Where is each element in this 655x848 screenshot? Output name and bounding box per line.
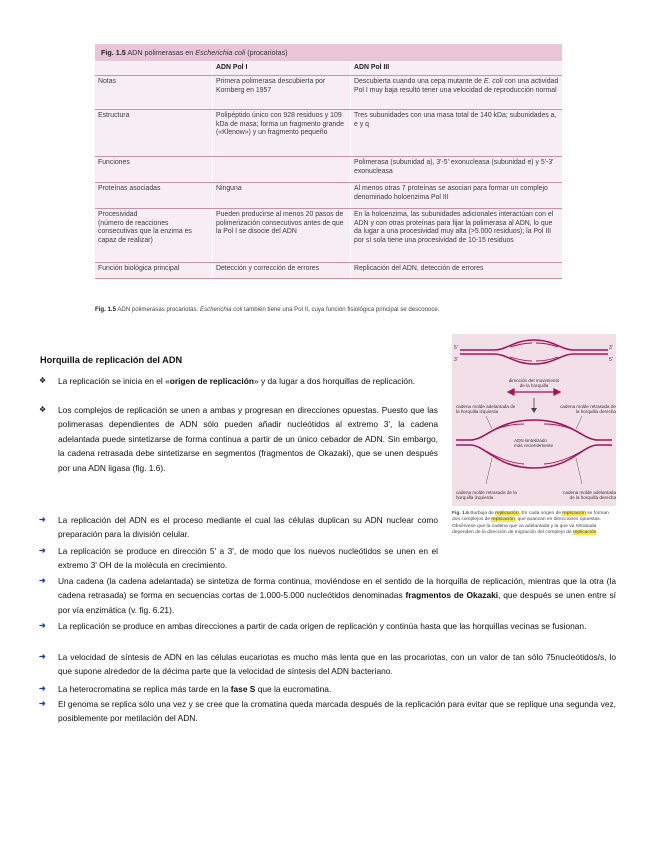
caption-text: , que avanzan en direcciones opuestas. Obsérvese que la cadena que va adelantada y la que va retrasada dependen de la dirección de migración del complejo de (452, 517, 602, 535)
caption-highlight: replicación (491, 517, 515, 523)
replication-bubble-diagram (452, 334, 616, 506)
table-cell: Descubierta cuando una cepa mutante de E. coli con una actividad Pol I muy baja resultó tener una velocidad de reproducción normal (351, 76, 563, 110)
end-label: 3' (454, 357, 458, 363)
arrow-bullet-icon: ➜ (39, 684, 46, 693)
leader-line (576, 458, 582, 484)
top-strand-upper (460, 340, 608, 350)
table-title-suffix: (procariotas) (245, 48, 288, 57)
table-row (95, 209, 562, 263)
table-row (95, 263, 562, 279)
list-item-text: » y da lugar a dos horquillas de replicación. (253, 376, 416, 386)
table-footnote-italic: Escherichia coli (200, 306, 243, 313)
bottom-strand-lower (456, 445, 612, 468)
table-cell: Funciones (95, 157, 213, 183)
list-item (39, 374, 438, 388)
list-item-text: La heterocromatina se replica más tarde en la (58, 684, 231, 694)
diamond-bullet-icon: ❖ (39, 376, 47, 385)
list-item-text: La replicación se produce en ambas direcciones a partir de cada origen de replicación y continúa hasta que las horquillas vecinas se fusionan. (58, 621, 587, 631)
caption-highlight: replicación (495, 511, 519, 516)
list-item-text: Los complejos de replicación se unen a ambas y progresan en direcciones opuestas. Puesto que las polimerasas dependientes de ADN sólo pueden añadir nucleótidos al extremo 3', la cadena adelantada puede sintetizarse de forma continua a partir de un único cebador de ADN. Sin embargo, la cadena retrasada debe sintetizarse en segmentos (fragmentos de Okazaki), que se unen después por una ADN ligasa (fig. 1.6). (58, 405, 438, 473)
table-row (95, 157, 562, 183)
table-footnote-text-2: también tiene una Pol II, cuya función fisiológica principal se desconoce. (242, 306, 440, 313)
leader-line (486, 416, 492, 429)
arrow-bullet-icon: ➜ (39, 621, 46, 630)
table-cell: Función biológica principal (95, 263, 213, 279)
list-item (39, 513, 438, 542)
caption-text: . En cada origen de (518, 511, 563, 516)
figure-caption-label: Fig. 1.6 (452, 511, 469, 516)
top-strand-lower (460, 354, 608, 364)
list-item (39, 574, 616, 617)
caption-text: se forman dos complejos de (452, 511, 609, 523)
list-item (39, 619, 616, 633)
table-cell: Detección y corrección de errores (213, 263, 351, 279)
replication-bubble-figure (452, 334, 616, 506)
arrow-head-left (508, 389, 514, 395)
list-item (39, 697, 616, 726)
figure-caption (452, 511, 616, 536)
table-cell: Pueden producirse al menos 20 pasos de polimerización consecutivos antes de que la Pol I se disocie del ADN (213, 209, 351, 263)
direction-label: dirección del movimiento de la horquilla (508, 378, 560, 389)
arrow-head-right (554, 389, 560, 395)
arrow-bullet-icon: ➜ (39, 699, 46, 708)
polymerase-table (95, 61, 562, 279)
table-row (95, 110, 562, 157)
label-right-top: cadena molde retrasada de la horquilla derecha (560, 404, 616, 415)
caption-highlight: replicación (562, 511, 586, 516)
leader-line (486, 458, 492, 484)
arrow-bullet-icon: ➜ (39, 576, 46, 585)
table-cell (213, 157, 351, 183)
table-footnote (95, 306, 440, 313)
table-footnote-label: Fig. 1.5 (95, 306, 116, 313)
list-item (39, 650, 616, 679)
table-figure (95, 44, 562, 279)
table-cell: En la holoenzima, las subunidades adicionales interactúan con el ADN y con otras proteínas para fijar la polimerasa al ADN, lo que da lugar a una procesividad muy alta (>5.000 residuos); la Pol III por sí sola tiene una procesividad de 10-15 residuos (351, 209, 563, 263)
list-item-text: que la eucromatina. (255, 684, 332, 694)
table-cell: Estructura (95, 110, 213, 157)
table-caption (95, 44, 562, 61)
list-item (39, 682, 616, 696)
table-cell: Polimerasa (subunidad a), 3'-5' exonucleasa (subunidad e) y 5'-3' exonucleasa (351, 157, 563, 183)
list-item-text: , que después se unen entre sí por vía enzimática (v. fig. 6.21). (58, 590, 616, 615)
list-item-text: La replicación del ADN es el proceso mediante el cual las células duplican su ADN nuclear como preparación para la división celular. (58, 515, 438, 540)
list-item-bold: fragmentos de Okazaki (405, 590, 499, 601)
list-item-text: La replicación se inicia en el « (58, 376, 170, 386)
arrow-bullet-icon: ➜ (39, 515, 46, 524)
caption-text: . (596, 529, 598, 535)
table-row (95, 76, 562, 110)
table-header-cell (95, 61, 213, 76)
label-left-top: cadena molde adelantada de la horquilla izquierda (456, 404, 516, 415)
table-cell: Al menos otras 7 proteínas se asocian para formar un complejo denominado holoenzima Pol III (351, 183, 563, 209)
end-label: 3' (609, 345, 613, 351)
list-item-text: La replicación se produce en dirección 5' a 3', de modo que los nuevos nucleótidos se unen en el extremo 3' OH de la molécula en crecimiento. (58, 546, 438, 571)
arrow-bullet-icon: ➜ (39, 546, 46, 555)
end-label: 5' (454, 345, 458, 351)
table-header-row (95, 61, 562, 76)
table-row (95, 183, 562, 209)
label-right-bottom: cadena molde adelantada de la horquilla derecha (563, 490, 616, 501)
table-header-cell: ADN Pol I (213, 61, 351, 76)
caption-text: Burbuja de (470, 511, 496, 516)
down-arrow-head (531, 408, 537, 413)
table-cell: Tres subunidades con una masa total de 140 kDa; subunidades a, e y q (351, 110, 563, 157)
table-header-cell: ADN Pol III (351, 61, 563, 76)
table-cell: Proteínas asociadas (95, 183, 213, 209)
table-title-italic: Escherichia coli (195, 48, 246, 57)
list-item-bold: origen de replicación (169, 376, 254, 386)
label-left-bottom: cadena molde retrasada de la horquilla izquierda (456, 490, 517, 501)
table-footnote-text: ADN polimerasas procariotas. (117, 306, 200, 313)
leader-line (576, 416, 582, 429)
table-cell: Notas (95, 76, 213, 110)
table-cell: Primera polimerasa descubierta por Kornberg en 1957 (213, 76, 351, 110)
list-item-text: El genoma se replica sólo una vez y se cree que la cromatina queda marcada después de la replicación para evitar que se replique una segunda vez, posiblemente por metilación del ADN. (58, 699, 616, 724)
end-label: 5' (609, 357, 613, 363)
label-center: ADN sintetizado más recientemente (514, 438, 554, 449)
list-item (39, 544, 438, 573)
table-cell: Polipéptido único con 928 residuos y 109 kDa de masa; forma un fragmento grande («Klenow») y un fragmento pequeño (213, 110, 351, 157)
section-title: Horquilla de replicación del ADN (40, 355, 183, 365)
table-cell: Procesividad (número de reacciones consecutivas que la enzima es capaz de realizar) (95, 209, 213, 263)
table-fig-label: Fig. 1.5 (101, 48, 126, 57)
list-item-bold: fase S (230, 684, 256, 694)
arrow-bullet-icon: ➜ (39, 652, 46, 661)
diamond-bullet-icon: ❖ (39, 405, 47, 414)
caption-highlight: replicación (573, 529, 597, 535)
bottom-strand-upper (456, 420, 612, 440)
list-item-text: La velocidad de síntesis de ADN en las células eucariotas es mucho más lenta que en las procariotas, con un valor de tan sólo 75nucleótidos/s, lo que supone alrededor de la décima parte que la velocidad de síntesis del ADN bacteriano. (58, 652, 616, 677)
table-cell: Ninguna (213, 183, 351, 209)
list-item (39, 403, 438, 475)
table-cell: Replicación del ADN, detección de errores (351, 263, 563, 279)
table-title: ADN polimerasas en (127, 48, 196, 57)
list-item-text: Una cadena (la cadena adelantada) se sintetiza de forma continua, moviéndose en el sentido de la horquilla de replicación, mientras que la otra (la cadena retrasada) se forma en secuencias cortas de 1.000-5.000 nucleótidos denominadas (58, 576, 616, 601)
